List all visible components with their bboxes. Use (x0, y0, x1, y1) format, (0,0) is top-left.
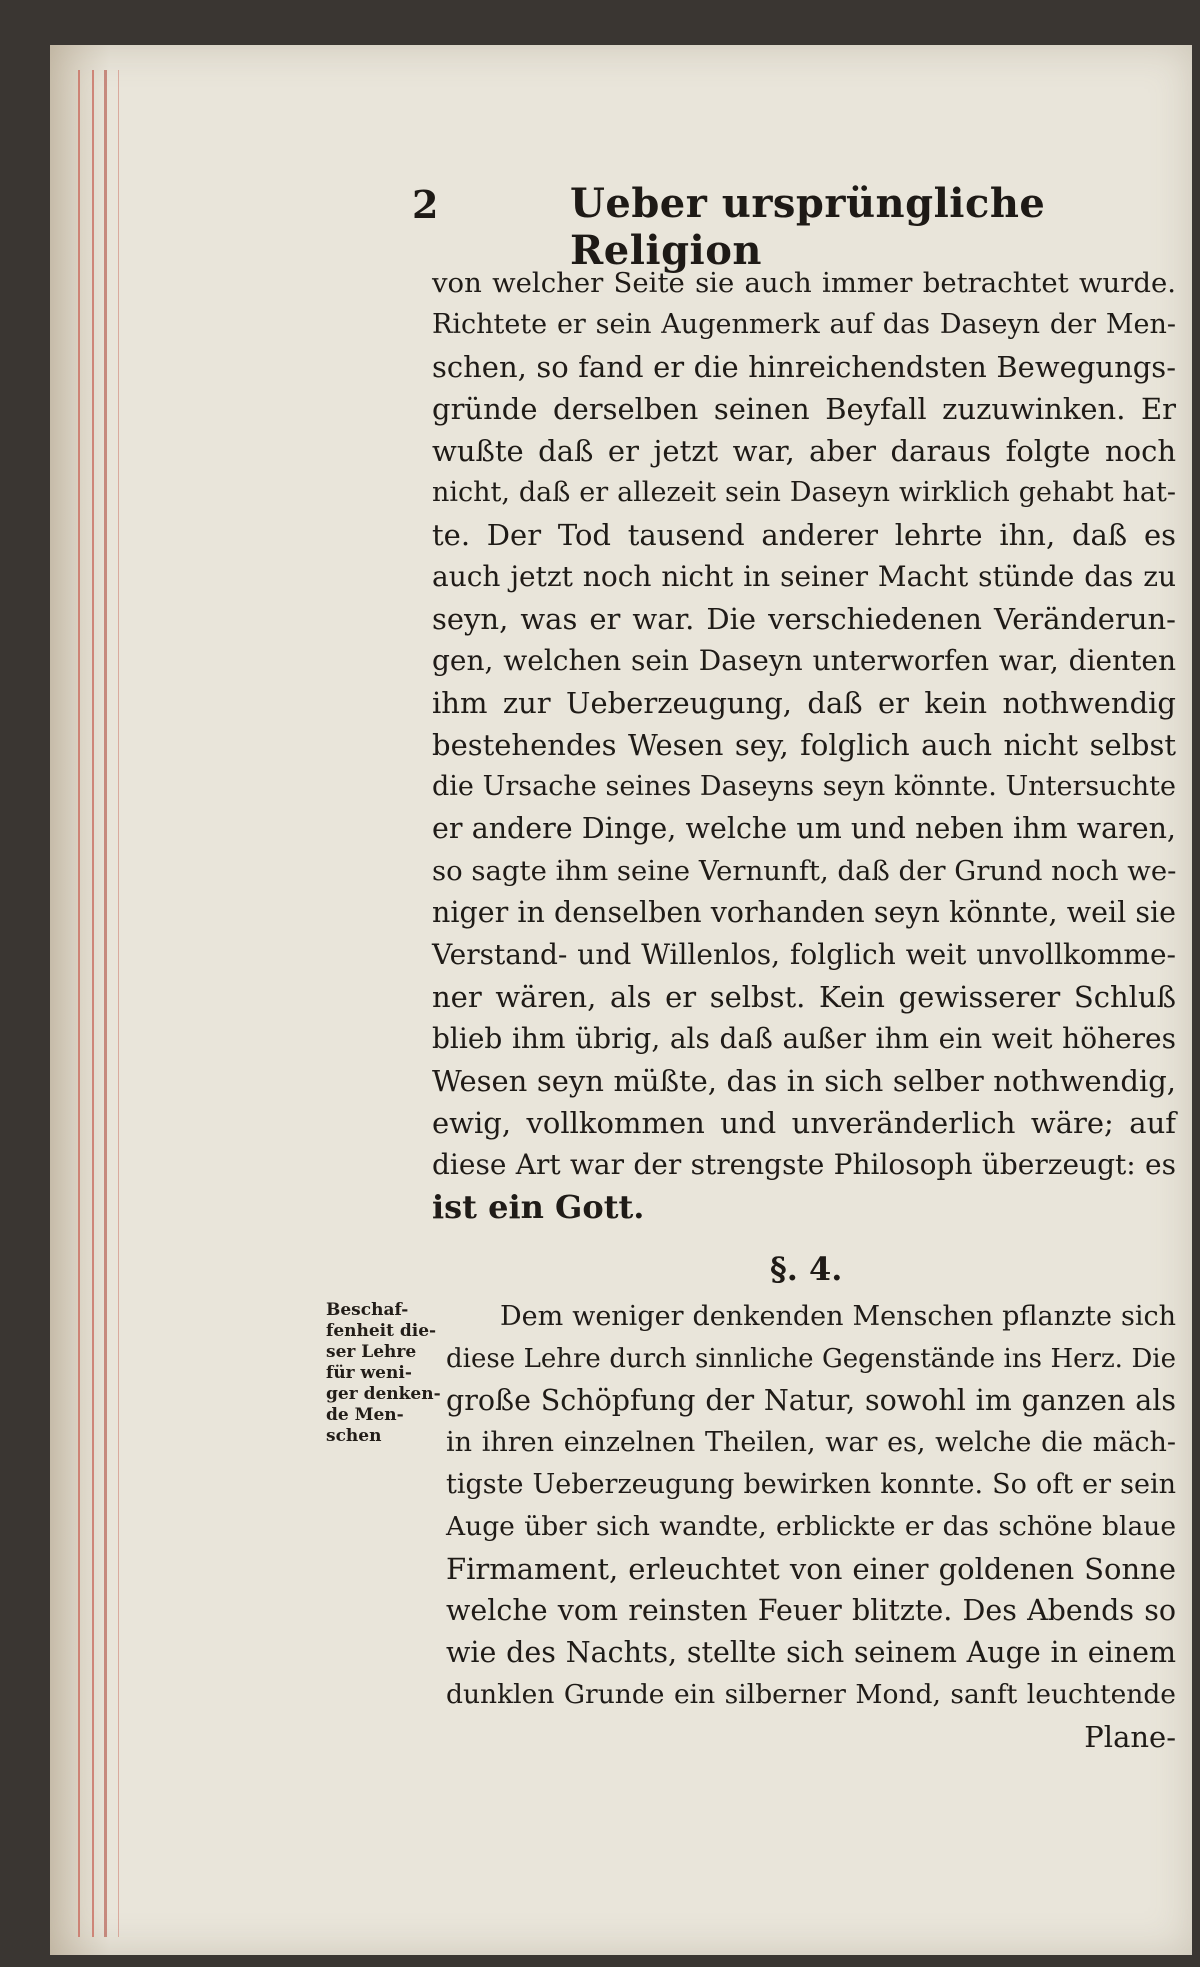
marginal-note-line: ser Lehre (326, 1342, 417, 1362)
text-line: tigste Ueberzeugung bewirken konnte. So oft er sein (446, 1469, 1176, 1500)
page-header (412, 176, 1172, 274)
text-line: gen, welchen sein Daseyn unterworfen war, dienten (432, 644, 1176, 677)
text-line: ihm zur Ueberzeugung, daß er kein nothwendig (432, 686, 1176, 720)
text-line: so sagte ihm seine Vernunft, daß der Grund noch we- (432, 855, 1177, 887)
red-edge-line (104, 70, 107, 1937)
text-line: Firmament, erleuchtet von einer goldenen Sonne (446, 1552, 1176, 1586)
catchword: Plane- (1084, 1720, 1176, 1754)
text-line: wußte daß er jetzt war, aber daraus folgte noch (432, 434, 1176, 468)
marginal-note (326, 1300, 444, 1447)
page-edge-shadow (50, 45, 110, 1955)
marginal-note-line: für weni- (326, 1363, 412, 1383)
paragraph-1 (432, 262, 1176, 1228)
red-edge-line (118, 70, 119, 1937)
text-line: gründe derselben seinen Beyfall zuzuwinken. Er (432, 392, 1176, 426)
text-line: große Schöpfung der Natur, sowohl im ganzen als (446, 1384, 1176, 1417)
text-line: niger in denselben vorhanden seyn könnte, weil sie (432, 896, 1176, 929)
text-line: ner wären, als er selbst. Kein gewisserer Schluß (432, 980, 1176, 1014)
text-line: Verstand- und Willenlos, folglich weit unvollkomme- (432, 938, 1176, 971)
text-line: welche vom reinsten Feuer blitzte. Des Abends so (446, 1594, 1176, 1627)
text-line: von welcher Seite sie auch immer betrachtet wurde. (432, 267, 1176, 299)
text-line: ewig, vollkommen und unveränderlich wäre; auf (432, 1106, 1176, 1140)
text-line: auch jetzt noch nicht in seiner Macht stünde das zu (432, 560, 1176, 593)
text-line: bestehendes Wesen sey, folglich auch nicht selbst (432, 728, 1176, 762)
section-heading: §. 4. (770, 1250, 843, 1288)
running-title: Ueber ursprüngliche Religion (570, 180, 1046, 274)
marginal-note-line: ger denken- (326, 1384, 441, 1404)
text-line: wie des Nachts, stellte sich seinem Auge in einem (446, 1636, 1176, 1669)
red-edge-line (78, 70, 80, 1937)
text-line: ist ein Gott. (432, 1188, 645, 1226)
text-line: dunklen Grunde ein silberner Mond, sanft leuchtende (446, 1679, 1176, 1710)
paragraph-2 (446, 1296, 1176, 1758)
text-line: Auge über sich wandte, erblickte er das schöne blaue (446, 1511, 1176, 1542)
text-line: Richtete er sein Augenmerk auf das Daseyn der Men- (432, 309, 1176, 340)
text-line: te. Der Tod tausend anderer lehrte ihn, daß es (432, 518, 1176, 552)
marginal-note-line: Beschaf- (326, 1300, 409, 1320)
text-line: diese Lehre durch sinnliche Gegenstände ins Herz. Die (446, 1344, 1176, 1374)
text-line: in ihren einzelnen Theilen, war es, welche die mäch- (446, 1427, 1176, 1458)
text-line: er andere Dinge, welche um und neben ihm waren, (432, 812, 1176, 845)
text-line: die Ursache seines Daseyns seyn könnte. Untersuchte (432, 771, 1176, 802)
text-line: blieb ihm übrig, als daß außer ihm ein weit höheres (432, 1022, 1176, 1055)
red-edge-line (92, 70, 94, 1937)
page-number: 2 (412, 182, 439, 227)
marginal-note-line: schen (326, 1426, 382, 1446)
text-line: schen, so fand er die hinreichendsten Bewegungs- (432, 350, 1176, 384)
text-line: Wesen seyn müßte, das in sich selber nothwendig, (432, 1064, 1176, 1098)
text-line: seyn, was er war. Die verschiedenen Veränderun- (432, 602, 1176, 636)
marginal-note-line: fenheit die- (326, 1321, 437, 1341)
text-line: nicht, daß er allezeit sein Daseyn wirklich gehabt hat- (432, 477, 1176, 508)
text-line: Dem weniger denkenden Menschen pflanzte sich (500, 1301, 1176, 1332)
marginal-note-line: de Men- (326, 1405, 404, 1425)
text-line: diese Art war der strengste Philosoph überzeugt: es (432, 1148, 1176, 1181)
